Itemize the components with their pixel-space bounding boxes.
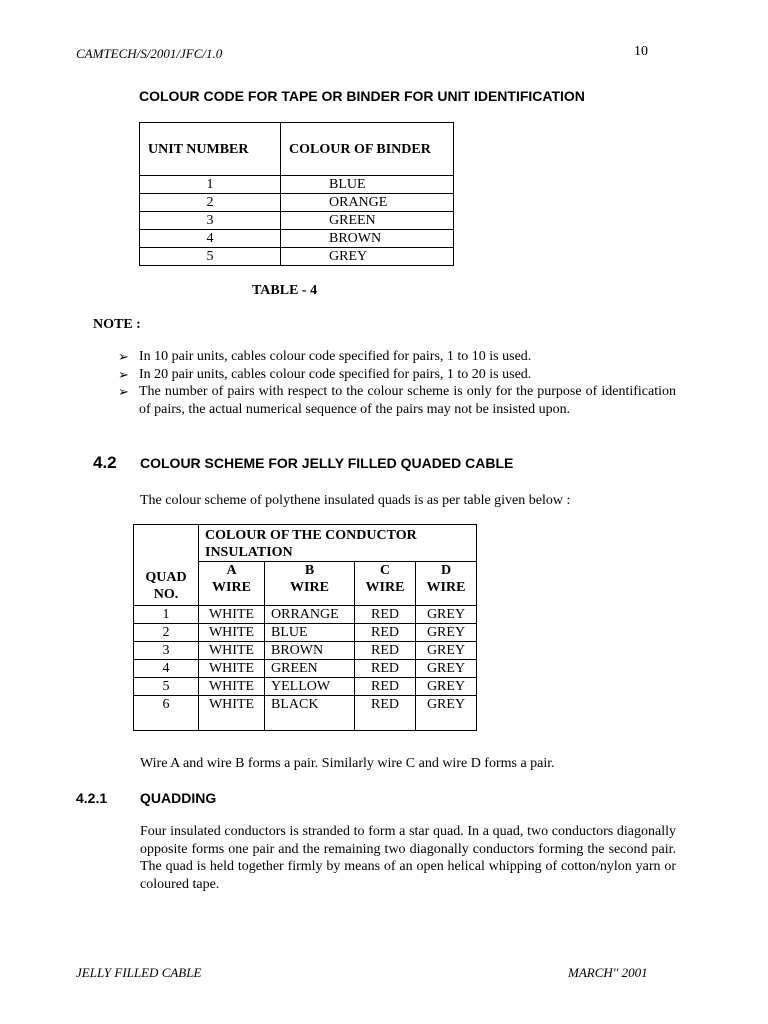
wire-a-cell: WHITE bbox=[199, 624, 265, 642]
wire-letter: C bbox=[379, 563, 391, 578]
quad-number-cell: 2 bbox=[134, 624, 199, 642]
header-wire-c bbox=[355, 562, 416, 606]
table4-caption: TABLE - 4 bbox=[252, 283, 318, 298]
wire-a-cell: WHITE bbox=[199, 606, 265, 624]
header-unit-number: UNIT NUMBER bbox=[140, 123, 281, 176]
note-label: NOTE : bbox=[93, 317, 141, 332]
page-number: 10 bbox=[634, 44, 648, 59]
wire-d-cell: GREY bbox=[416, 696, 477, 731]
section-number-4-2: 4.2 bbox=[93, 453, 117, 472]
quad-number-cell: 6 bbox=[134, 696, 199, 731]
binder-colour-cell: ORANGE bbox=[281, 194, 454, 212]
wire-label: WIRE bbox=[212, 580, 251, 595]
wire-letter: A bbox=[226, 563, 237, 578]
wire-d-cell: GREY bbox=[416, 606, 477, 624]
wire-letter: B bbox=[304, 563, 315, 578]
footer-right: MARCH'' 2001 bbox=[568, 965, 648, 980]
table-row bbox=[134, 606, 477, 624]
wire-d-cell: GREY bbox=[416, 642, 477, 660]
unit-number-cell: 3 bbox=[140, 212, 281, 230]
arrow-bullet-icon: ➢ bbox=[118, 349, 129, 364]
list-item: ➢ The number of pairs with respect to the colour scheme is only for the purpose of identification of pairs, the actual numerical sequence of the pairs may not be insisted upon. bbox=[118, 384, 676, 417]
wire-a-cell: WHITE bbox=[199, 642, 265, 660]
table-row bbox=[134, 678, 477, 696]
header-wire-d bbox=[416, 562, 477, 606]
wire-b-cell: YELLOW bbox=[265, 678, 355, 696]
binder-colour-cell: GREEN bbox=[281, 212, 454, 230]
header-conductor-insulation: COLOUR OF THE CONDUCTOR INSULATION bbox=[199, 525, 477, 562]
wire-letter: D bbox=[440, 563, 452, 578]
quad-number-cell: 4 bbox=[134, 660, 199, 678]
wire-c-cell: RED bbox=[355, 696, 416, 731]
table-row bbox=[140, 194, 454, 212]
wire-b-cell: BROWN bbox=[265, 642, 355, 660]
wire-label: WIRE bbox=[365, 580, 405, 595]
section-title-binder: COLOUR CODE FOR TAPE OR BINDER FOR UNIT IDENTIFICATION bbox=[139, 88, 585, 104]
table-row bbox=[134, 660, 477, 678]
header-wire-b bbox=[265, 562, 355, 606]
wire-d-cell: GREY bbox=[416, 678, 477, 696]
wire-b-cell: BLUE bbox=[265, 624, 355, 642]
table-header-row bbox=[140, 123, 454, 176]
list-item: ➢ In 10 pair units, cables colour code specified for pairs, 1 to 10 is used. bbox=[118, 349, 532, 364]
quad-number-cell: 1 bbox=[134, 606, 199, 624]
binder-colour-cell: BROWN bbox=[281, 230, 454, 248]
section-title-4-2: COLOUR SCHEME FOR JELLY FILLED QUADED CABLE bbox=[140, 455, 514, 471]
wire-b-cell: GREEN bbox=[265, 660, 355, 678]
pair-note: Wire A and wire B forms a pair. Similarly wire C and wire D forms a pair. bbox=[140, 756, 555, 771]
wire-a-cell: WHITE bbox=[199, 696, 265, 731]
wire-b-cell: BLACK bbox=[265, 696, 355, 731]
list-item: ➢ In 20 pair units, cables colour code specified for pairs, 1 to 20 is used. bbox=[118, 366, 532, 382]
binder-colour-cell: GREY bbox=[281, 248, 454, 266]
section-title-4-2-1: QUADDING bbox=[140, 790, 217, 806]
wire-c-cell: RED bbox=[355, 606, 416, 624]
table-row bbox=[140, 248, 454, 266]
table-row bbox=[134, 642, 477, 660]
wire-d-cell: GREY bbox=[416, 660, 477, 678]
table-row bbox=[134, 696, 477, 731]
quad-number-cell: 3 bbox=[134, 642, 199, 660]
unit-number-cell: 2 bbox=[140, 194, 281, 212]
wire-label: WIRE bbox=[426, 580, 466, 595]
quad-colour-table bbox=[133, 524, 477, 731]
wire-label: WIRE bbox=[290, 580, 329, 595]
quad-number-cell: 5 bbox=[134, 678, 199, 696]
binder-colour-cell: BLUE bbox=[281, 176, 454, 194]
unit-number-cell: 1 bbox=[140, 176, 281, 194]
table-header-row bbox=[134, 525, 477, 562]
footer-left: JELLY FILLED CABLE bbox=[76, 965, 202, 980]
header-quad-no: QUAD NO. bbox=[134, 525, 199, 606]
binder-colour-table bbox=[139, 122, 454, 266]
unit-number-cell: 4 bbox=[140, 230, 281, 248]
arrow-bullet-icon: ➢ bbox=[118, 384, 129, 399]
section-number-4-2-1: 4.2.1 bbox=[76, 790, 108, 806]
wire-c-cell: RED bbox=[355, 678, 416, 696]
wire-c-cell: RED bbox=[355, 642, 416, 660]
section-4-2-intro: The colour scheme of polythene insulated quads is as per table given below : bbox=[140, 493, 571, 508]
quadding-paragraph: Four insulated conductors is stranded to form a star quad. In a quad, two conductors diagonally opposite forms one pair and the remaining two diagonally conductors forming the second pair. The quad is held together firmly by means of an open helical whipping of cotton/nylon yarn or coloured tape. bbox=[140, 824, 676, 892]
table-row bbox=[134, 624, 477, 642]
doc-code: CAMTECH/S/2001/JFC/1.0 bbox=[76, 46, 223, 61]
note-list bbox=[118, 348, 676, 418]
table-row bbox=[140, 230, 454, 248]
table-row bbox=[140, 176, 454, 194]
header-wire-a bbox=[199, 562, 265, 606]
wire-a-cell: WHITE bbox=[199, 678, 265, 696]
wire-c-cell: RED bbox=[355, 624, 416, 642]
arrow-bullet-icon: ➢ bbox=[118, 366, 129, 382]
table-row bbox=[140, 212, 454, 230]
wire-a-cell: WHITE bbox=[199, 660, 265, 678]
wire-c-cell: RED bbox=[355, 660, 416, 678]
header-colour-of-binder: COLOUR OF BINDER bbox=[281, 123, 454, 176]
wire-d-cell: GREY bbox=[416, 624, 477, 642]
unit-number-cell: 5 bbox=[140, 248, 281, 266]
wire-b-cell: ORRANGE bbox=[265, 606, 355, 624]
